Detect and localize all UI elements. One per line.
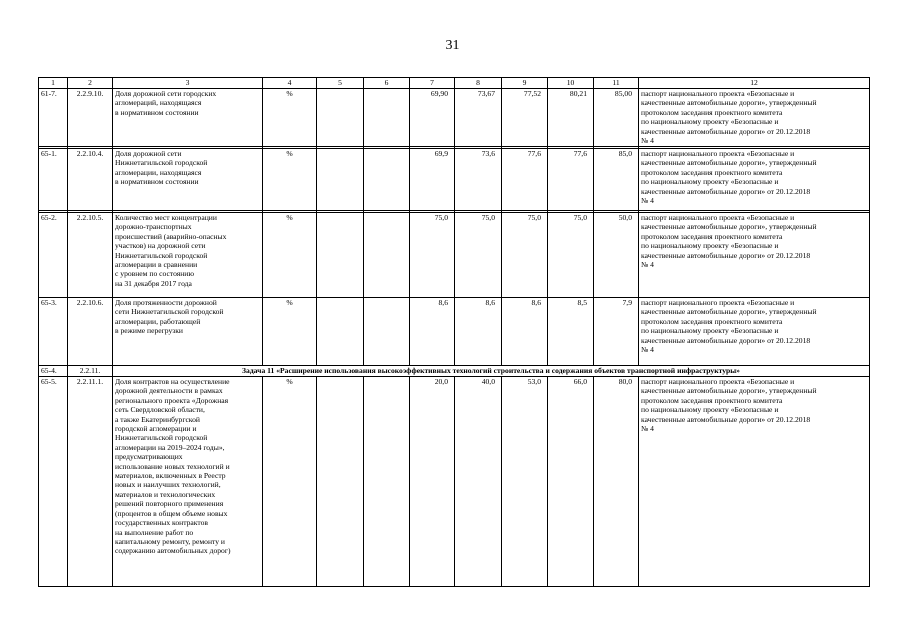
- table-row: [39, 377, 870, 587]
- header-cell: 7: [410, 78, 455, 89]
- value-cell: 85,00: [594, 89, 639, 147]
- header-cell: 6: [364, 78, 410, 89]
- table-row: [39, 89, 870, 147]
- value-cell: [364, 149, 410, 211]
- row-number: 65-4.: [39, 366, 68, 377]
- value-cell: 50,0: [594, 213, 639, 298]
- header-cell: 9: [502, 78, 548, 89]
- source-cell: паспорт национального проекта «Безопасные и качественные автомобильные дороги», утвержденный протоколом заседания проектного комитета по национальному проекту «Безопасные и качественные автомобильные дороги» от 20.12.2018 № 4: [639, 149, 870, 211]
- unit-cell: %: [263, 149, 317, 211]
- table-row: [39, 298, 870, 366]
- value-cell: 73,67: [455, 89, 502, 147]
- source-cell: паспорт национального проекта «Безопасные и качественные автомобильные дороги», утвержденный протоколом заседания проектного комитета по национальному проекту «Безопасные и качественные автомобильные дороги» от 20.12.2018 № 4: [639, 89, 870, 147]
- row-number: 65-1.: [39, 149, 68, 211]
- value-cell: 73,6: [455, 149, 502, 211]
- header-cell: 3: [113, 78, 263, 89]
- value-cell: 20,0: [410, 377, 455, 587]
- source-cell: паспорт национального проекта «Безопасные и качественные автомобильные дороги», утвержденный протоколом заседания проектного комитета по национальному проекту «Безопасные и качественные автомобильные дороги» от 20.12.2018 № 4: [639, 377, 870, 587]
- value-cell: 8,5: [548, 298, 594, 366]
- unit-cell: %: [263, 377, 317, 587]
- source-cell: паспорт национального проекта «Безопасные и качественные автомобильные дороги», утвержденный протоколом заседания проектного комитета по национальному проекту «Безопасные и качественные автомобильные дороги» от 20.12.2018 № 4: [639, 213, 870, 298]
- value-cell: [364, 213, 410, 298]
- unit-cell: %: [263, 213, 317, 298]
- header-cell: 8: [455, 78, 502, 89]
- unit-cell: %: [263, 89, 317, 147]
- row-code: 2.2.11.: [68, 366, 113, 377]
- value-cell: 75,0: [455, 213, 502, 298]
- value-cell: 7,9: [594, 298, 639, 366]
- page-number: 31: [445, 38, 460, 53]
- header-cell: 12: [639, 78, 870, 89]
- row-number: 61-7.: [39, 89, 68, 147]
- value-cell: [317, 377, 364, 587]
- row-code: 2.2.11.1.: [68, 377, 113, 587]
- value-cell: [364, 377, 410, 587]
- row-code: 2.2.10.5.: [68, 213, 113, 298]
- value-cell: [317, 89, 364, 147]
- indicator-name: Доля дорожной сети Нижнетагильской городской агломерации, находящаяся в нормативном состоянии: [113, 149, 263, 211]
- value-cell: 69,90: [410, 89, 455, 147]
- indicator-name: Доля контрактов на осуществление дорожной деятельности в рамках регионального проекта «Дорожная сеть Свердловской области, а также Екатеринбургской городской агломерации и Нижнетагильской городской агломерации на 2019–2024 годы», предусматривающих использование новых технологий и материалов, включенных в Реестр новых и наилучших технологий, материалов и технологических решений повторного применения (процентов в общем объеме новых государственных контрактов на выполнение работ по капитальному ремонту, ремонту и содержанию автомобильных дорог): [113, 377, 263, 587]
- row-code: 2.2.10.6.: [68, 298, 113, 366]
- value-cell: [317, 149, 364, 211]
- header-cell: 1: [39, 78, 68, 89]
- row-number: 65-3.: [39, 298, 68, 366]
- value-cell: 85,0: [594, 149, 639, 211]
- row-number: 65-2.: [39, 213, 68, 298]
- row-number: 65-5.: [39, 377, 68, 587]
- value-cell: 40,0: [455, 377, 502, 587]
- value-cell: 75,0: [548, 213, 594, 298]
- header-cell: 2: [68, 78, 113, 89]
- header-cell: 4: [263, 78, 317, 89]
- value-cell: 53,0: [502, 377, 548, 587]
- value-cell: 75,0: [410, 213, 455, 298]
- value-cell: 77,52: [502, 89, 548, 147]
- task-title: Задача 11 «Расширение использования высокоэффективных технологий строительства и содержания объектов транспортной инфраструктуры»: [113, 366, 870, 377]
- value-cell: 77,6: [502, 149, 548, 211]
- value-cell: 66,0: [548, 377, 594, 587]
- unit-cell: %: [263, 298, 317, 366]
- source-cell: паспорт национального проекта «Безопасные и качественные автомобильные дороги», утвержденный протоколом заседания проектного комитета по национальному проекту «Безопасные и качественные автомобильные дороги» от 20.12.2018 № 4: [639, 298, 870, 366]
- indicator-name: Доля дорожной сети городских агломераций, находящаяся в нормативном состоянии: [113, 89, 263, 147]
- header-row: [39, 78, 870, 89]
- value-cell: [364, 298, 410, 366]
- value-cell: [364, 89, 410, 147]
- task-row: [39, 366, 870, 377]
- table-row: [39, 213, 870, 298]
- indicator-name: Доля протяженности дорожной сети Нижнетагильской городской агломерации, работающей в режиме перегрузки: [113, 298, 263, 366]
- value-cell: 8,6: [502, 298, 548, 366]
- value-cell: 80,21: [548, 89, 594, 147]
- value-cell: 75,0: [502, 213, 548, 298]
- header-cell: 10: [548, 78, 594, 89]
- value-cell: 80,0: [594, 377, 639, 587]
- indicator-name: Количество мест концентрации дорожно-транспортных происшествий (аварийно-опасных участков) на дорожной сети Нижнетагильской городской агломерации в сравнении с уровнем по состоянию на 31 декабря 2017 года: [113, 213, 263, 298]
- value-cell: [317, 213, 364, 298]
- header-cell: 11: [594, 78, 639, 89]
- row-code: 2.2.10.4.: [68, 149, 113, 211]
- value-cell: 8,6: [455, 298, 502, 366]
- value-cell: 69,9: [410, 149, 455, 211]
- row-code: 2.2.9.10.: [68, 89, 113, 147]
- header-cell: 5: [317, 78, 364, 89]
- table-row: [39, 149, 870, 211]
- value-cell: 77,6: [548, 149, 594, 211]
- value-cell: [317, 298, 364, 366]
- indicators-table: [38, 77, 870, 587]
- value-cell: 8,6: [410, 298, 455, 366]
